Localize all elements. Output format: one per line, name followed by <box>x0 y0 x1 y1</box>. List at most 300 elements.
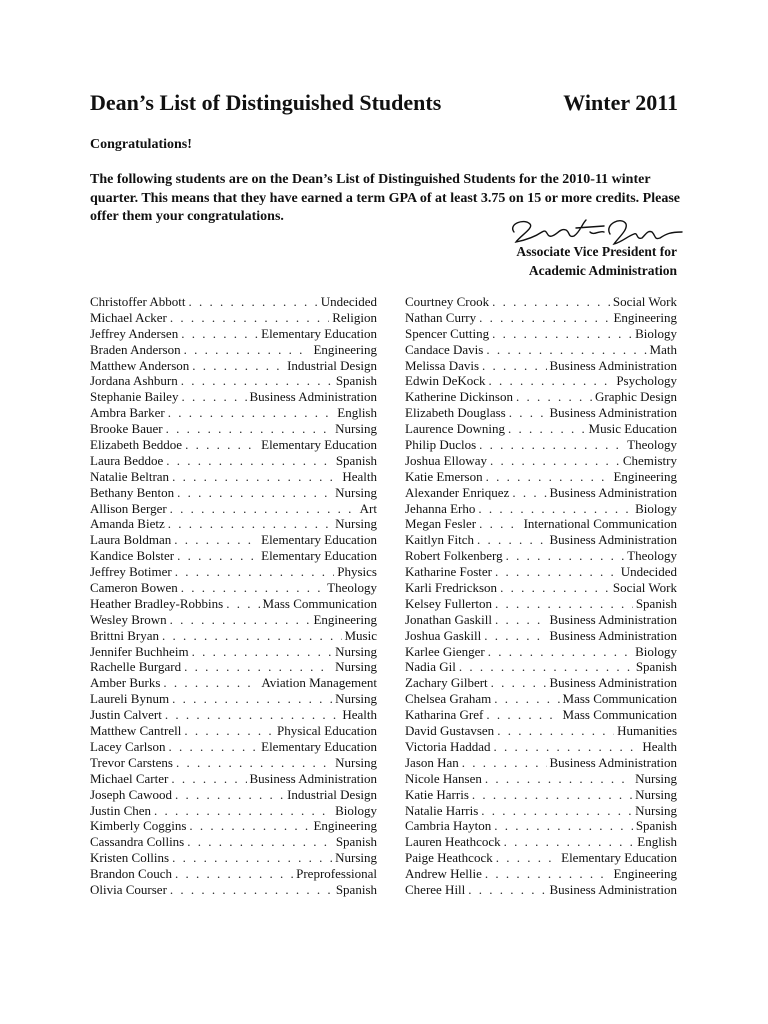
student-major: Physics <box>337 564 377 580</box>
student-major: Business Administration <box>549 754 677 770</box>
student-major: Business Administration <box>549 484 677 500</box>
student-name: Michael Acker <box>90 309 167 325</box>
student-entry <box>90 834 377 850</box>
student-major: Engineering <box>613 468 677 484</box>
student-name: Jeffrey Andersen <box>90 325 179 341</box>
student-name: Laura Boldman <box>90 532 172 548</box>
student-major: Health <box>342 707 377 723</box>
student-name: Cassandra Collins <box>90 834 185 850</box>
student-name: Kandice Bolster <box>90 548 175 564</box>
student-name: Jehanna Erho <box>405 500 476 516</box>
student-name: Kaitlyn Fitch <box>405 532 474 548</box>
dot-leader <box>188 294 317 310</box>
student-major: Math <box>649 341 677 357</box>
dot-leader <box>171 771 246 787</box>
dot-leader <box>192 358 284 374</box>
dot-leader <box>516 389 592 405</box>
student-entry <box>405 326 677 342</box>
student-entry <box>90 326 377 342</box>
dot-leader <box>486 469 611 485</box>
student-major: Industrial Design <box>287 357 377 373</box>
student-entry <box>90 803 377 819</box>
dot-leader <box>170 310 329 326</box>
student-entry <box>90 850 377 866</box>
student-entry <box>405 882 677 898</box>
student-entry <box>90 294 377 310</box>
student-major: Music Education <box>588 421 677 437</box>
student-major: Psychology <box>616 373 677 389</box>
student-name: Trevor Carstens <box>90 754 173 770</box>
dot-leader <box>485 771 632 787</box>
student-major: Elementary Education <box>261 548 377 564</box>
student-major: Business Administration <box>549 532 677 548</box>
student-major: Elementary Education <box>261 532 377 548</box>
student-name: Laureli Bynum <box>90 691 170 707</box>
student-major: Aviation Management <box>261 675 377 691</box>
student-name: Natalie Harris <box>405 802 479 818</box>
student-name: Jeffrey Botimer <box>90 564 172 580</box>
student-name: Joseph Cawood <box>90 786 172 802</box>
student-name: Christoffer Abbott <box>90 294 186 309</box>
dot-leader <box>472 787 632 803</box>
dot-leader <box>481 803 632 819</box>
student-name: Amanda Bietz <box>90 516 165 532</box>
student-major: Undecided <box>620 564 677 580</box>
student-major: Spanish <box>335 834 377 850</box>
dot-leader <box>168 739 258 755</box>
student-major: English <box>337 405 377 421</box>
dot-leader <box>184 659 332 675</box>
dot-leader <box>490 453 620 469</box>
dot-leader <box>184 342 311 358</box>
intro-paragraph: The following students are on the Dean’s List of Distinguished Students for the 2010-11 winter quarter. This means that they have earned a term GPA of at least 3.75 on 15 or more credits. Please offer them your congratulations. <box>90 172 681 224</box>
dot-leader <box>154 803 332 819</box>
student-entry <box>90 739 377 755</box>
dot-leader <box>491 675 547 691</box>
student-major: Nursing <box>335 484 377 500</box>
student-major: Engineering <box>613 866 677 882</box>
dot-leader <box>172 691 332 707</box>
student-major: Elementary Education <box>261 325 377 341</box>
student-major: Spanish <box>335 373 377 389</box>
dot-leader <box>484 628 546 644</box>
student-name: Candace Davis <box>405 341 484 357</box>
student-major: Mass Communication <box>562 707 677 723</box>
dot-leader <box>165 707 339 723</box>
student-entry <box>90 358 377 374</box>
student-name: Cheree Hill <box>405 881 466 897</box>
student-entry <box>90 644 377 660</box>
dot-leader <box>172 469 339 485</box>
dot-leader <box>185 437 258 453</box>
student-name: Jason Han <box>405 754 459 770</box>
student-name: Stephanie Bailey <box>90 389 179 405</box>
student-major: Spanish <box>635 659 677 675</box>
term-label: Winter 2011 <box>563 90 678 115</box>
student-entry <box>405 596 677 612</box>
student-entry <box>405 628 677 644</box>
dot-leader <box>226 596 259 612</box>
student-name: Kelsey Fullerton <box>405 595 493 611</box>
student-major: Engineering <box>613 309 677 325</box>
student-major: Preprofessional <box>296 866 377 882</box>
student-entry <box>405 516 677 532</box>
student-entry <box>90 612 377 628</box>
dot-leader <box>172 850 332 866</box>
student-major: Mass Communication <box>562 691 677 707</box>
dot-leader <box>495 612 547 628</box>
dot-leader <box>170 612 311 628</box>
student-entry <box>405 532 677 548</box>
student-major: Theology <box>327 580 377 596</box>
student-name: Brittni Bryan <box>90 627 159 643</box>
student-name: Jonathan Gaskill <box>405 611 493 627</box>
signer-title-line-1: Associate Vice President for <box>516 244 677 259</box>
student-entry <box>90 818 377 834</box>
dot-leader <box>177 485 332 501</box>
student-name: Robert Folkenberg <box>405 548 503 564</box>
student-entry <box>90 771 377 787</box>
student-name: Megan Fesler <box>405 516 477 532</box>
student-name: Matthew Cantrell <box>90 723 182 739</box>
student-name: Melissa Davis <box>405 357 480 373</box>
dot-leader <box>175 787 284 803</box>
dot-leader <box>175 564 335 580</box>
student-name: Justin Chen <box>90 802 152 818</box>
student-entry <box>90 469 377 485</box>
student-name: Natalie Beltran <box>90 468 170 484</box>
student-major: Business Administration <box>549 357 677 373</box>
student-name: Edwin DeKock <box>405 373 486 389</box>
dot-leader <box>494 739 640 755</box>
student-entry <box>405 834 677 850</box>
student-major: Health <box>342 468 377 484</box>
student-entry <box>90 691 377 707</box>
dot-leader <box>486 707 559 723</box>
dot-leader <box>492 326 632 342</box>
dot-leader <box>462 755 547 771</box>
student-name: Allison Berger <box>90 500 167 516</box>
student-major: Biology <box>335 802 377 818</box>
student-name: Elizabeth Beddoe <box>90 437 183 453</box>
student-major: Elementary Education <box>261 437 377 453</box>
dot-leader <box>495 596 633 612</box>
student-major: Nursing <box>335 421 377 437</box>
student-name: Kristen Collins <box>90 850 170 866</box>
student-entry <box>405 659 677 675</box>
dot-leader <box>496 850 558 866</box>
student-entry <box>90 421 377 437</box>
student-entry <box>405 501 677 517</box>
student-entry <box>405 818 677 834</box>
student-name: Matthew Anderson <box>90 357 190 373</box>
student-name: Alexander Enriquez <box>405 484 510 500</box>
student-entry <box>405 866 677 882</box>
student-entry <box>90 532 377 548</box>
student-name: Cameron Bowen <box>90 580 178 596</box>
student-major: Engineering <box>313 818 377 834</box>
student-entry <box>405 405 677 421</box>
student-name: Courtney Crook <box>405 294 490 309</box>
student-entry <box>405 469 677 485</box>
dot-leader <box>163 675 258 691</box>
student-name: Heather Bradley-Robbins <box>90 595 224 611</box>
student-entry <box>405 850 677 866</box>
dot-leader <box>489 373 614 389</box>
student-major: Biology <box>635 325 677 341</box>
student-major: Theology <box>627 437 677 453</box>
student-name: Spencer Cutting <box>405 325 490 341</box>
student-entry <box>405 787 677 803</box>
student-major: Nursing <box>335 643 377 659</box>
student-entry <box>405 612 677 628</box>
dot-leader <box>176 755 332 771</box>
student-major: Physical Education <box>276 723 377 739</box>
student-entry <box>405 564 677 580</box>
student-name: Olivia Courser <box>90 881 167 897</box>
student-entry <box>90 580 377 596</box>
student-major: Business Administration <box>549 627 677 643</box>
dot-leader <box>482 358 546 374</box>
dot-leader <box>181 326 258 342</box>
student-name: Amber Burks <box>90 675 161 691</box>
student-major: Humanities <box>617 723 677 739</box>
student-major: Spanish <box>635 818 677 834</box>
dot-leader <box>506 548 625 564</box>
student-major: International Communication <box>523 516 677 532</box>
student-major: Music <box>344 627 377 643</box>
student-name: Zachary Gilbert <box>405 675 488 691</box>
student-major: Health <box>642 738 677 754</box>
student-major: Business Administration <box>249 389 377 405</box>
dot-leader <box>479 310 610 326</box>
student-entry <box>90 389 377 405</box>
student-name: Katharine Foster <box>405 564 493 580</box>
student-entry <box>405 358 677 374</box>
student-list-right-column <box>405 294 677 898</box>
student-name: Nathan Curry <box>405 309 477 325</box>
student-name: Elizabeth Douglass <box>405 405 506 421</box>
student-entry <box>405 310 677 326</box>
dot-leader <box>168 516 332 532</box>
student-entry <box>405 771 677 787</box>
dot-leader <box>459 659 633 675</box>
student-name: Andrew Hellie <box>405 866 482 882</box>
student-name: Katie Harris <box>405 786 469 802</box>
dot-leader <box>478 501 632 517</box>
dot-leader <box>509 405 547 421</box>
student-entry <box>405 453 677 469</box>
document-header <box>90 90 678 116</box>
dot-leader <box>468 882 546 898</box>
dot-leader <box>168 405 335 421</box>
dot-leader <box>181 373 333 389</box>
dot-leader <box>512 485 546 501</box>
student-entry <box>90 564 377 580</box>
student-entry <box>405 373 677 389</box>
student-entry <box>90 373 377 389</box>
student-entry <box>405 580 677 596</box>
student-major: Theology <box>627 548 677 564</box>
student-major: Business Administration <box>549 611 677 627</box>
student-entry <box>90 675 377 691</box>
student-major: Nursing <box>635 786 677 802</box>
student-name: David Gustavsen <box>405 723 495 739</box>
student-entry <box>405 548 677 564</box>
student-entry <box>405 437 677 453</box>
student-entry <box>90 310 377 326</box>
student-name: Nadia Gil <box>405 659 456 675</box>
student-major: Nursing <box>335 659 377 675</box>
dot-leader <box>494 818 633 834</box>
student-major: Spanish <box>635 595 677 611</box>
student-major: Nursing <box>635 770 677 786</box>
student-name: Victoria Haddad <box>405 738 491 754</box>
student-entry <box>90 596 377 612</box>
student-major: Business Administration <box>549 881 677 897</box>
student-name: Philip Duclos <box>405 437 477 453</box>
student-entry <box>90 453 377 469</box>
student-name: Karli Fredrickson <box>405 580 498 596</box>
student-entry <box>405 389 677 405</box>
student-entry <box>90 516 377 532</box>
student-entry <box>90 437 377 453</box>
student-major: Chemistry <box>622 452 677 468</box>
student-major: Nursing <box>335 691 377 707</box>
dot-leader <box>494 691 559 707</box>
dot-leader <box>479 437 624 453</box>
student-name: Kimberly Coggins <box>90 818 187 834</box>
student-name: Justin Calvert <box>90 707 162 723</box>
dot-leader <box>500 580 610 596</box>
dot-leader <box>170 501 357 517</box>
student-name: Joshua Gaskill <box>405 627 482 643</box>
dot-leader <box>192 644 333 660</box>
student-entry <box>90 882 377 898</box>
dot-leader <box>162 628 342 644</box>
student-entry <box>405 691 677 707</box>
student-entry <box>90 405 377 421</box>
dot-leader <box>492 294 610 310</box>
congratulations-heading: Congratulations! <box>90 137 192 152</box>
student-name: Michael Carter <box>90 770 169 786</box>
student-entry <box>90 628 377 644</box>
dot-leader <box>485 866 611 882</box>
signer-title <box>470 243 677 280</box>
student-entry <box>405 675 677 691</box>
student-name: Joshua Elloway <box>405 452 487 468</box>
dot-leader <box>488 644 632 660</box>
student-major: Engineering <box>313 341 377 357</box>
student-entry <box>90 787 377 803</box>
student-major: Business Administration <box>549 405 677 421</box>
student-major: Undecided <box>320 294 377 309</box>
dot-leader <box>187 834 333 850</box>
student-name: Wesley Brown <box>90 611 167 627</box>
student-name: Ambra Barker <box>90 405 165 421</box>
student-major: Mass Communication <box>262 595 377 611</box>
student-entry <box>90 501 377 517</box>
student-entry <box>405 421 677 437</box>
student-entry <box>405 723 677 739</box>
student-entry <box>90 342 377 358</box>
student-entry <box>405 485 677 501</box>
dot-leader <box>495 564 618 580</box>
student-name: Nicole Hansen <box>405 770 482 786</box>
signer-title-line-2: Academic Administration <box>528 262 677 278</box>
student-major: Graphic Design <box>595 389 677 405</box>
student-name: Jordana Ashburn <box>90 373 178 389</box>
student-major: Spanish <box>335 881 377 897</box>
student-major: Business Administration <box>549 675 677 691</box>
student-entry <box>90 723 377 739</box>
student-name: Jennifer Buchheim <box>90 643 189 659</box>
dot-leader <box>177 548 258 564</box>
student-entry <box>90 548 377 564</box>
dot-leader <box>174 532 258 548</box>
dot-leader <box>175 866 293 882</box>
student-name: Cambria Hayton <box>405 818 492 834</box>
dot-leader <box>486 342 646 358</box>
student-major: Industrial Design <box>287 786 377 802</box>
student-entry <box>405 739 677 755</box>
student-major: English <box>637 834 677 850</box>
student-entry <box>90 755 377 771</box>
student-major: Art <box>359 500 377 516</box>
student-name: Braden Anderson <box>90 341 181 357</box>
student-major: Social Work <box>612 294 677 309</box>
student-major: Religion <box>332 309 377 325</box>
student-name: Brandon Couch <box>90 866 172 882</box>
dot-leader <box>477 532 547 548</box>
dot-leader <box>166 421 333 437</box>
student-entry <box>405 342 677 358</box>
student-name: Bethany Benton <box>90 484 175 500</box>
student-major: Nursing <box>335 754 377 770</box>
dot-leader <box>181 580 324 596</box>
student-entry <box>90 707 377 723</box>
dot-leader <box>497 723 614 739</box>
dot-leader <box>508 421 586 437</box>
dot-leader <box>504 834 635 850</box>
student-major: Spanish <box>335 452 377 468</box>
student-list-left-column <box>90 294 377 898</box>
dot-leader <box>166 453 333 469</box>
document-title: Dean’s List of Distinguished Students <box>90 90 442 115</box>
student-major: Biology <box>635 500 677 516</box>
student-major: Biology <box>635 643 677 659</box>
student-name: Chelsea Graham <box>405 691 492 707</box>
student-major: Nursing <box>335 516 377 532</box>
student-major: Nursing <box>335 850 377 866</box>
dot-leader <box>189 818 310 834</box>
student-name: Lacey Carlson <box>90 738 166 754</box>
student-entry <box>405 707 677 723</box>
student-name: Katie Emerson <box>405 468 483 484</box>
student-name: Katharina Gref <box>405 707 484 723</box>
dot-leader <box>479 516 520 532</box>
student-major: Nursing <box>635 802 677 818</box>
student-name: Brooke Bauer <box>90 421 163 437</box>
student-name: Katherine Dickinson <box>405 389 513 405</box>
student-name: Karlee Gienger <box>405 643 485 659</box>
student-name: Laurence Downing <box>405 421 505 437</box>
student-entry <box>90 659 377 675</box>
student-entry <box>90 866 377 882</box>
student-major: Business Administration <box>249 770 377 786</box>
student-entry <box>405 644 677 660</box>
dot-leader <box>170 882 333 898</box>
